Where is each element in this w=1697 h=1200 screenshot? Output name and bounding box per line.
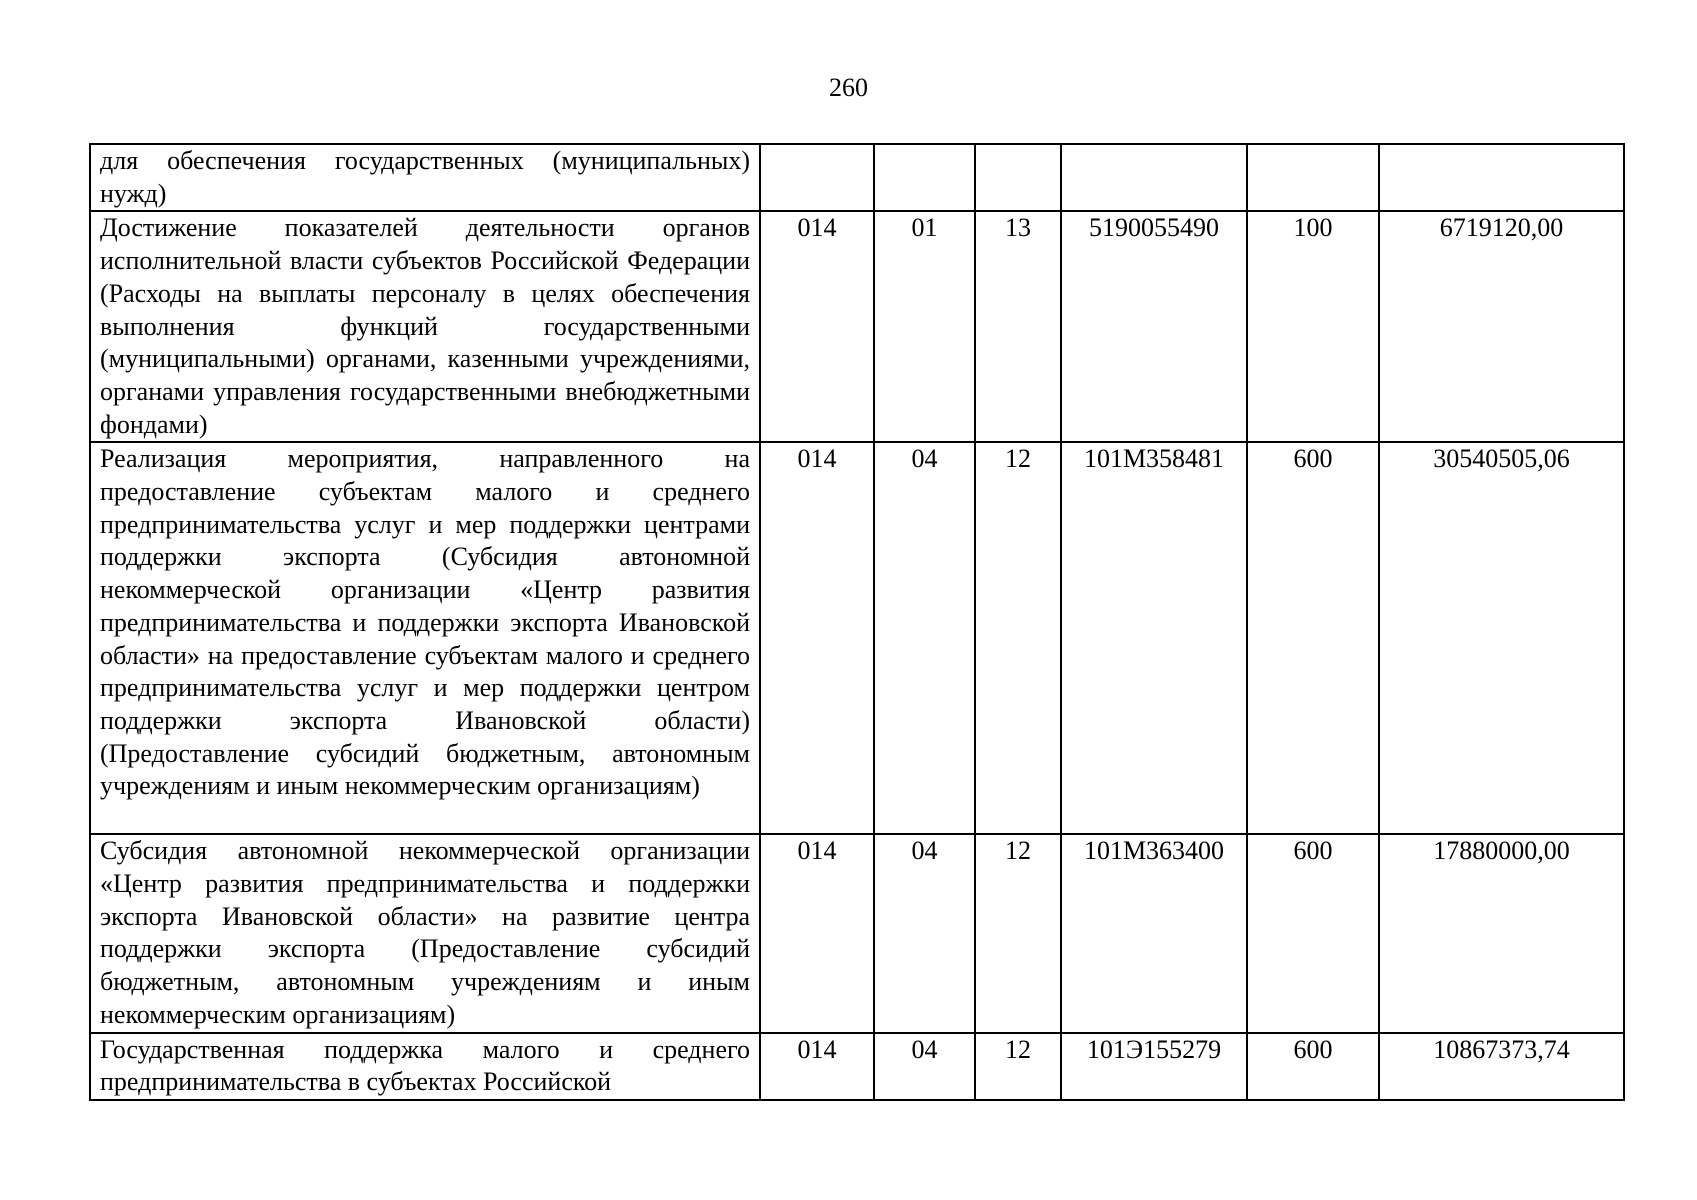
table-row <box>90 211 1624 442</box>
expense-type-code: 600 <box>1247 834 1379 1032</box>
amount <box>1379 144 1624 211</box>
table-row <box>90 834 1624 1032</box>
subsection-code: 12 <box>975 834 1061 1032</box>
ministry-code: 014 <box>760 442 874 834</box>
row-description: Реализация мероприятия, направленного на предоставление субъектам малого и среднего предпринимательства услуг и мер поддержки центрами поддержки экспорта (Субсидия автономной некоммерческой организации «Центр развития предпринимательства и поддержки экспорта Ивановской области» на предоставление субъектам малого и среднего предпринимательства услуг и мер поддержки центром поддержки экспорта Ивановской области) (Предоставление субсидий бюджетным, автономным учреждениям и иным некоммерческим организациям) <box>90 442 760 834</box>
target-item-code: 5190055490 <box>1061 211 1247 442</box>
subsection-code: 12 <box>975 442 1061 834</box>
amount: 30540505,06 <box>1379 442 1624 834</box>
ministry-code: 014 <box>760 834 874 1032</box>
section-code <box>874 144 975 211</box>
table-row <box>90 144 1624 211</box>
row-description: Государственная поддержка малого и среднего предпринимательства в субъектах Российской <box>90 1033 760 1100</box>
expense-type-code: 600 <box>1247 442 1379 834</box>
budget-table <box>89 143 1625 1101</box>
row-description: Достижение показателей деятельности органов исполнительной власти субъектов Российской Федерации (Расходы на выплаты персоналу в целях обеспечения выполнения функций государственными (муниципальными) органами, казенными учреждениями, органами управления государственными внебюджетными фондами) <box>90 211 760 442</box>
table-row <box>90 1033 1624 1100</box>
subsection-code: 12 <box>975 1033 1061 1100</box>
amount: 6719120,00 <box>1379 211 1624 442</box>
table-row <box>90 442 1624 834</box>
ministry-code <box>760 144 874 211</box>
ministry-code: 014 <box>760 211 874 442</box>
subsection-code <box>975 144 1061 211</box>
row-description: для обеспечения государственных (муниципальных) нужд) <box>90 144 760 211</box>
section-code: 04 <box>874 1033 975 1100</box>
section-code: 01 <box>874 211 975 442</box>
expense-type-code: 600 <box>1247 1033 1379 1100</box>
target-item-code: 101Э155279 <box>1061 1033 1247 1100</box>
page-number: 260 <box>829 73 868 102</box>
ministry-code: 014 <box>760 1033 874 1100</box>
amount: 10867373,74 <box>1379 1033 1624 1100</box>
subsection-code: 13 <box>975 211 1061 442</box>
target-item-code: 101M358481 <box>1061 442 1247 834</box>
target-item-code <box>1061 144 1247 211</box>
expense-type-code <box>1247 144 1379 211</box>
section-code: 04 <box>874 834 975 1032</box>
amount: 17880000,00 <box>1379 834 1624 1032</box>
section-code: 04 <box>874 442 975 834</box>
target-item-code: 101M363400 <box>1061 834 1247 1032</box>
expense-type-code: 100 <box>1247 211 1379 442</box>
row-description: Субсидия автономной некоммерческой организации «Центр развития предпринимательства и поддержки экспорта Ивановской области» на развитие центра поддержки экспорта (Предоставление субсидий бюджетным, автономным учреждениям и иным некоммерческим организациям) <box>90 834 760 1032</box>
